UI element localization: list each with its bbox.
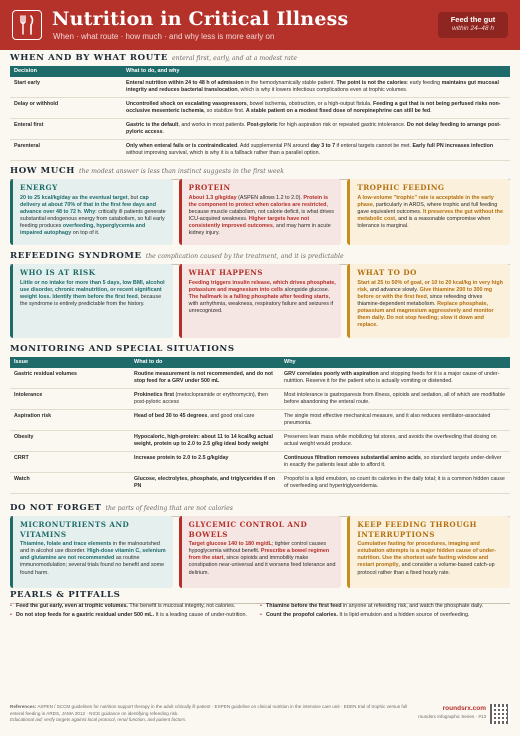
card-body [357,541,505,577]
cards-refeeding [10,264,510,338]
emphasis-text: Prokinetics first [134,392,175,399]
emphasis-text: Gastric is the default [126,122,179,129]
references [10,704,410,724]
table-row [10,119,510,140]
row-why [280,389,510,410]
body-text: Most intolerance is gastroparesis from illness, opioids and sedation, all of which are modifiable before abandoning the enteral route. [284,392,506,406]
body-text: . [80,208,84,215]
row-label: Obesity [10,431,130,452]
body-text: , which is why it lowers infectious complications even at trophic volumes. [237,87,408,94]
body-text: : early feeding [406,80,442,87]
info-card [179,179,342,245]
route-table-wrap [10,66,510,161]
emphasis-text: Give thiamine 200 to 300 mg before or with the first feed [357,286,493,300]
emphasis-text: Thiamine before the first feed [266,603,342,609]
body-text: . [430,108,432,115]
row-action [130,452,280,473]
emphasis-text: Post-pyloric [247,122,278,129]
row-label: Aspiration risk [10,410,130,431]
emphasis-text: About 1.3 g/kg/day [188,194,237,201]
bullet-icon: • [10,612,12,619]
row-label: Watch [10,473,130,494]
body-text: (metoclopramide or erythromycin), then post-pyloric access [134,392,268,406]
body-text: , since refeeding drives thiamine-dependent metabolism. [357,293,483,307]
section-title: HOW MUCH [10,166,76,176]
card-title: WHO IS AT RISK [20,268,96,277]
emphasis-text: Do not delay feeding to arrange post-pyloric access [126,122,501,136]
pitfalls-list [10,603,510,621]
section-title: PEARLS & PITFALLS [10,590,121,600]
body-text: : critically ill patients generate substantial endogenous energy from catabolism, so full early feeding produces [20,208,166,229]
pitfall-item [260,603,510,610]
section-subtitle: the complication caused by the treatment, and it is predictable [145,253,344,260]
emphasis-text: Cumulative fasting for procedures, imaging and extubation attempts is a major hidden cause of under-nutrition. Use the shortest safe fasting window and restart promptly [357,541,497,569]
header-badge [438,12,508,38]
body-text: It is a leading cause of under-nutrition. [154,612,247,619]
body-text: in the hemodynamically stable patient. [243,80,337,87]
body-text: It is lipid emulsion and a hidden source of overfeeding. [337,612,470,619]
pitfall-item [260,612,510,619]
body-text: , so standard targets under-deliver in exactly the patients least able to afford it. [284,455,502,469]
body-text: for high aspiration risk or repeated gastric intolerance. [277,122,407,129]
table-row [10,368,510,388]
emphasis-text: Thiamine, folate and trace elements [20,541,112,547]
row-detail [122,140,510,161]
badge-subtitle: within 24–48 h [452,24,494,32]
column-header: Decision [10,66,122,77]
body-text: The benefit is mucosal integrity, not calories. [127,603,236,609]
emphasis-text: Routine measurement is not recommended, and do not stop feed for a GRV under 500 mL [134,371,273,385]
emphasis-text: Why [83,208,96,215]
emphasis-text: day 3 to 7 [310,143,336,150]
body-text: , and may harm in acute kidney injury. [188,223,331,237]
emphasis-text: Count the propofol calories. [266,612,338,619]
page-tagline: When · what route · how much · and why less is more early on [53,32,275,41]
emphasis-text: 20 to 25 kcal/kg/day as the eventual target [20,194,128,201]
section-subtitle: the parts of feeding that are not calories [105,505,233,512]
table-row [10,473,510,494]
emphasis-text: Higher targets have not consistently improved outcomes [188,215,310,229]
body-text: , and good oral care [207,413,255,420]
table-header-row [10,357,510,368]
card-title: WHAT HAPPENS [188,268,263,277]
card-body [20,280,168,309]
column-header: What to do [130,357,280,368]
table-row [10,431,510,452]
body-text: alongside glucose. [283,286,330,293]
info-card [10,516,173,588]
references-text: ASPEN / SCCM guidelines for nutrition support therapy in the adult critically ill patient · ESPEN guideline on clinical nutrition in the intensive care unit · EDEN trial of trophic versus full enteral feeding in ARDS, JAMA 2012 · NICE guidance on identifying refeeding risk. [10,704,408,716]
emphasis-text: Feeding triggers insulin release, which drives phosphate, potassium and magnesium into cells [188,279,336,293]
bullet-icon: • [260,612,262,619]
emphasis-text: Target glucose 140 to 180 mg/dL [188,541,272,547]
body-text: if enteral targets cannot be met. [335,143,413,150]
card-body [357,280,505,330]
emphasis-text: The hallmark is a falling phosphate after feeding starts [188,293,329,300]
cards-how-much [10,179,510,245]
card-body [189,195,337,238]
row-action [130,368,280,388]
section-title: REFEEDING SYNDROME [10,251,142,261]
emphasis-text: High-dose vitamin C, selenium and glutamine are not recommended [20,548,166,562]
emphasis-text: Early full PN increases infection [412,143,494,150]
body-text: as routine immunomodulation; several trials found no benefit and some found harm. [20,555,165,576]
emphasis-text: cap delivery at about 70% of that in the first few days and advance over 48 to 72 h [20,194,156,215]
monitor-table-wrap [10,357,510,494]
body-text: in anyone at refeeding risk, and watch the phosphate daily. [341,603,484,609]
row-why [280,410,510,431]
card-body [189,280,337,316]
card-title: PROTEIN [188,183,231,192]
body-text: in the malnourished and in alcohol use disorder. [20,541,160,555]
body-text: , with arrhythmia, weakness, respiratory failure and seizures if unrecognized. [188,293,334,314]
emphasis-text: Head of bed 30 to 45 degrees [134,413,208,420]
body-text: . [162,129,164,136]
info-card [347,516,510,588]
body-text: and stopping feeds for it is a major cause of under-nutrition. Reserve it for the patient who is actually vomiting or distended. [284,371,500,385]
column-header: Issue [10,357,130,368]
fork-and-knife-icon [12,10,42,40]
row-action [130,473,280,494]
body-text: , and advance slowly. [366,286,420,293]
emphasis-text: Feeding a gut that is not being perfused risks non-occlusive mesenteric ischemia [126,101,501,115]
card-title: WHAT TO DO [357,268,417,277]
card-body [20,195,168,238]
row-why [280,431,510,452]
info-card [10,264,173,338]
info-card [179,516,342,588]
emphasis-text: Start at 25 to 50% of goal, or 10 to 20 kcal/kg in very high risk [357,279,503,293]
brand-block [418,705,486,720]
info-card [347,264,510,338]
body-text: , bowel ischemia, obstruction, or a high-output fistula. [246,101,374,108]
emphasis-text: Replace phosphate, potassium and magnesium aggressively and monitor them daily. Do not stop feeding; slow it down and replace. [357,300,494,329]
body-text: without improving survival, which is why it is a fallback rather than a parallel option. [126,150,321,157]
info-card [347,179,510,245]
header-banner [0,0,520,50]
card-body [20,541,168,577]
emphasis-text: Protein is the component to protect when calories are restricted [188,194,328,208]
row-detail [122,77,510,97]
pitfalls-left-column [10,603,260,621]
section-subtitle: enteral first, early, and at a modest rate [172,55,297,62]
series-label: roundsrx Infographic Series · #13 [418,713,486,719]
body-text: Preserves lean mass while mobilizing fat stores, and avoids the overfeeding that dosing on actual weight would produce. [284,434,497,448]
emphasis-text: Continuous filtration removes substantial amino acids [284,455,421,462]
table-row [10,452,510,473]
table-header-row [10,66,510,77]
emphasis-text: Hypocaloric, high-protein: about 11 to 14 kcal/kg actual weight, protein up to 2.0 to 2.5 g/kg ideal body weight [134,434,273,448]
emphasis-text: Prescribe a bowel regimen from the start [188,548,330,562]
emphasis-text: It preserves the gut without the metabolic cost [357,208,503,222]
column-header: Why [280,357,510,368]
monitoring-table [10,357,510,494]
section-title: MONITORING AND SPECIAL SITUATIONS [10,344,235,354]
pitfall-item [10,612,260,619]
row-label: Intolerance [10,389,130,410]
cards-do-not-forget [10,516,510,588]
body-text: (ASPEN allows 1.2 to 2.0). [236,194,304,201]
emphasis-text: A stable patient on a modest fixed dose of norepinephrine can still be fed [245,108,431,115]
body-text: . Add supplemental PN around [237,143,311,150]
row-detail [122,98,510,119]
pitfalls-right-column [260,603,510,621]
body-text: , and consider a volume-based catch-up protocol rather than a fixed hourly rate. [357,562,495,576]
route-table [10,66,510,161]
row-why [280,452,510,473]
references-label: References: [10,704,37,709]
card-body [357,195,505,231]
card-title: MICRONUTRIENTS AND VITAMINS [20,520,130,539]
emphasis-text: GRV correlates poorly with aspiration [284,371,379,378]
emphasis-text: The point is not the calories [336,80,407,87]
qr-code-icon [490,704,510,724]
table-row [10,410,510,431]
row-label: CRRT [10,452,130,473]
row-why [280,368,510,388]
section-title: WHEN AND BY WHAT ROUTE [10,53,168,63]
body-text: , because muscle catabolism, not calorie deficit, is what drives ICU-acquired weakness. [188,201,334,222]
row-label: Start early [10,77,122,97]
body-text: , particularly in ARDS, where trophic and full feeding gave equivalent outcomes. [357,201,498,215]
row-action [130,410,280,431]
column-header: What to do, and why [122,66,510,77]
emphasis-text: Uncontrolled shock on escalating vasopressors [126,101,247,108]
emphasis-text: A low-volume "trophic" rate is acceptable in the early phase [357,194,494,208]
body-text: , since opioids and immobility make constipation near-universal and it worsens feed tolerance and delirium. [188,555,336,576]
row-action [130,389,280,410]
pitfall-item [10,603,260,610]
emphasis-text: overfeeding, hyperglycemia and impaired autophagy [20,223,146,237]
emphasis-text: Feed the gut early, even at trophic volumes. [16,603,128,609]
card-title: TROPHIC FEEDING [357,183,445,192]
emphasis-text: Increase protein to 2.0 to 2.5 g/kg/day [134,455,229,462]
emphasis-text: maintains gut mucosal integrity and reduces bacterial translocation [126,80,499,94]
body-text: ; tighter control causes hypoglycemia without benefit. [188,541,327,555]
brand-url[interactable]: roundsrx.com [442,705,486,712]
emphasis-text: Little or no intake for more than 5 days, low BMI, alcohol use disorder, chronic malnutrition, or recent significant weight loss. Identify them before the first feed [20,279,165,300]
bullet-icon: • [10,603,12,609]
section-subtitle: the modest answer is less than instinct suggests in the first week [79,168,285,175]
bullet-icon: • [260,603,262,609]
row-action [130,431,280,452]
row-label: Delay or withhold [10,98,122,119]
body-text: , so stabilize first. [203,108,246,115]
table-row [10,140,510,161]
table-row [10,77,510,97]
disclaimer: Educational aid; verify targets against local protocol, renal function, and patient factors. [10,717,187,723]
info-card [10,179,173,245]
card-title: KEEP FEEDING THROUGH INTERRUPTIONS [357,520,477,539]
card-title: GLYCEMIC CONTROL AND BOWELS [188,520,308,539]
body-text: , and is a reasonable compromise when tolerance is marginal. [357,215,491,229]
row-label: Gastric residual volumes [10,368,130,388]
card-body [189,541,337,577]
body-text: on top of it. [71,230,100,237]
table-row [10,98,510,119]
emphasis-text: Only when enteral fails or is contraindicated [126,143,238,150]
body-text: Propofol is a lipid emulsion, so count its calories in the daily total; it is a common hidden cause of overfeeding and hypertriglyceridemia. [284,476,505,490]
row-label: Parenteral [10,140,122,161]
section-title: DO NOT FORGET [10,503,102,513]
card-title: ENERGY [20,183,58,192]
emphasis-text: Glucose, electrolytes, phosphate, and triglycerides if on PN [134,476,275,490]
body-text: , and works in most patients. [178,122,248,129]
table-row [10,389,510,410]
row-label: Enteral first [10,119,122,140]
info-card [179,264,342,338]
body-text: The single most effective mechanical measure, and it also reduces ventilator-associated pneumonia. [284,413,491,427]
emphasis-text: Do not stop feeds for a gastric residual under 500 mL. [16,612,155,619]
page-title: Nutrition in Critical Illness [52,8,349,30]
row-why [280,473,510,494]
body-text: , because the syndrome is entirely predictable from the history. [20,293,162,307]
badge-title: Feed the gut [450,15,496,24]
body-text: , but [127,194,140,201]
emphasis-text: Enteral nutrition within 24 to 48 h of admission [126,80,244,87]
row-detail [122,119,510,140]
footer [10,704,510,724]
